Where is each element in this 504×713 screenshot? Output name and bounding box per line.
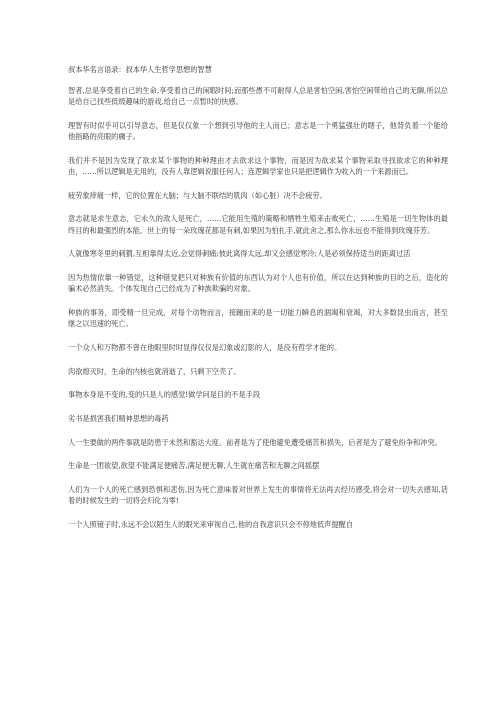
paragraph: 事物本身是不变的,变的只是人的感觉!做学问是目的不是手段 xyxy=(68,390,261,400)
paragraph: 理智有时似乎可以引导意志，但是仅仅象一个想到引导他的主人而已；意志是一个勇猛强壮的瞎子，他背负着一个能给他指路的亮眼的瘸子。 xyxy=(68,120,448,142)
paragraph: 劣书是损害我们精神思想的毒药 xyxy=(68,413,169,423)
paragraph: 生命是一团欲望,欲望不能满足便痛苦,满足便无聊,人生就在痛苦和无聊之间摇摆 xyxy=(68,461,320,471)
paragraph: 人们为一个人的死亡感到恐惧和悲伤,因为死亡意味着对世界上发生的事情将无法再去经历感受,将会对一切失去感知,话着的时候发生的一切将会归化为零! xyxy=(68,485,448,506)
paragraph: 肉欲熄灭时，生命的内核也就消逝了，只剩下空壳了。 xyxy=(68,366,241,376)
paragraph: 人一生要做的两件事就是防患于未然和豁达大度。前者是为了使他避免遭受痛苦和损失，后者是为了避免纷争和冲突。 xyxy=(68,437,442,447)
document-body xyxy=(68,64,448,541)
paragraph: 人就像寒冬里的刺猬,互相靠得太近,会觉得刺痛;彼此离得太远,却又会感觉寒冷;人是必须保持适当的距离过活 xyxy=(68,249,411,259)
paragraph: 种族的事务，即受精一旦完成，对每个动物而言，接踵而来的是一切能力瞬息的涸竭和衰竭，对大多数昆虫而言，甚至继之以迅速的死亡。 xyxy=(68,307,448,329)
paragraph: 一个人照镜子时,永远不会以陌生人的眼光来审视自己,他的自我意识只会不停地低声提醒自 xyxy=(68,519,353,529)
paragraph: 一个众人和万物都不曾在他眼里时时显得仅仅是幻象或幻影的人，是没有哲学才能的。 xyxy=(68,342,342,352)
paragraph: 我们并不是因为发现了欲求某个事物的种种理由才去欲求这个事物，而是因为欲求某个事物采取寻找欲求它的种种理由，……所以逻辑是无用的，没有人靠逻辑说服任何人；连逻辑学家也只是把逻辑作为收入的一个来源而已。 xyxy=(68,155,448,177)
paragraph: 因为热情依靠一种错觉，这种错觉把只对种族有价值的东西认为对个人也有价值，所以在达到种族的目的之后，造化的骗术必然消失。个体发现自己已经成为了种族欺骗的对象。 xyxy=(68,273,448,294)
paragraph: 意志就是求生意志，它永久的敌人是死亡，……它能用生殖的策略和牺牲生殖来击败死亡，……生殖是一切生物体的最终目的和最强烈的本能。世上的每一朵玫瑰花都是有刺,如果因为怕扎手,就此舍之,那么你永远也不能得到玫瑰芬芳。 xyxy=(68,214,448,235)
paragraph: 疲劳象痒痛一样，它的位置在大脑；与大脑不联结的肌肉（如心脏）决不会疲劳。 xyxy=(68,190,327,200)
paragraph: 智者,总是享受着自己的生命,享受着自己的闲暇时间;而那些愚不可耐得人总是害怕空闲,害怕空闲带给自己的无聊,所以总是给自己找些低级趣味的游戏,给自己一点暂时的快感。 xyxy=(68,86,448,107)
document-title: 叔本华名言语录：叔本华人生哲学思想的智慧 xyxy=(68,65,212,74)
